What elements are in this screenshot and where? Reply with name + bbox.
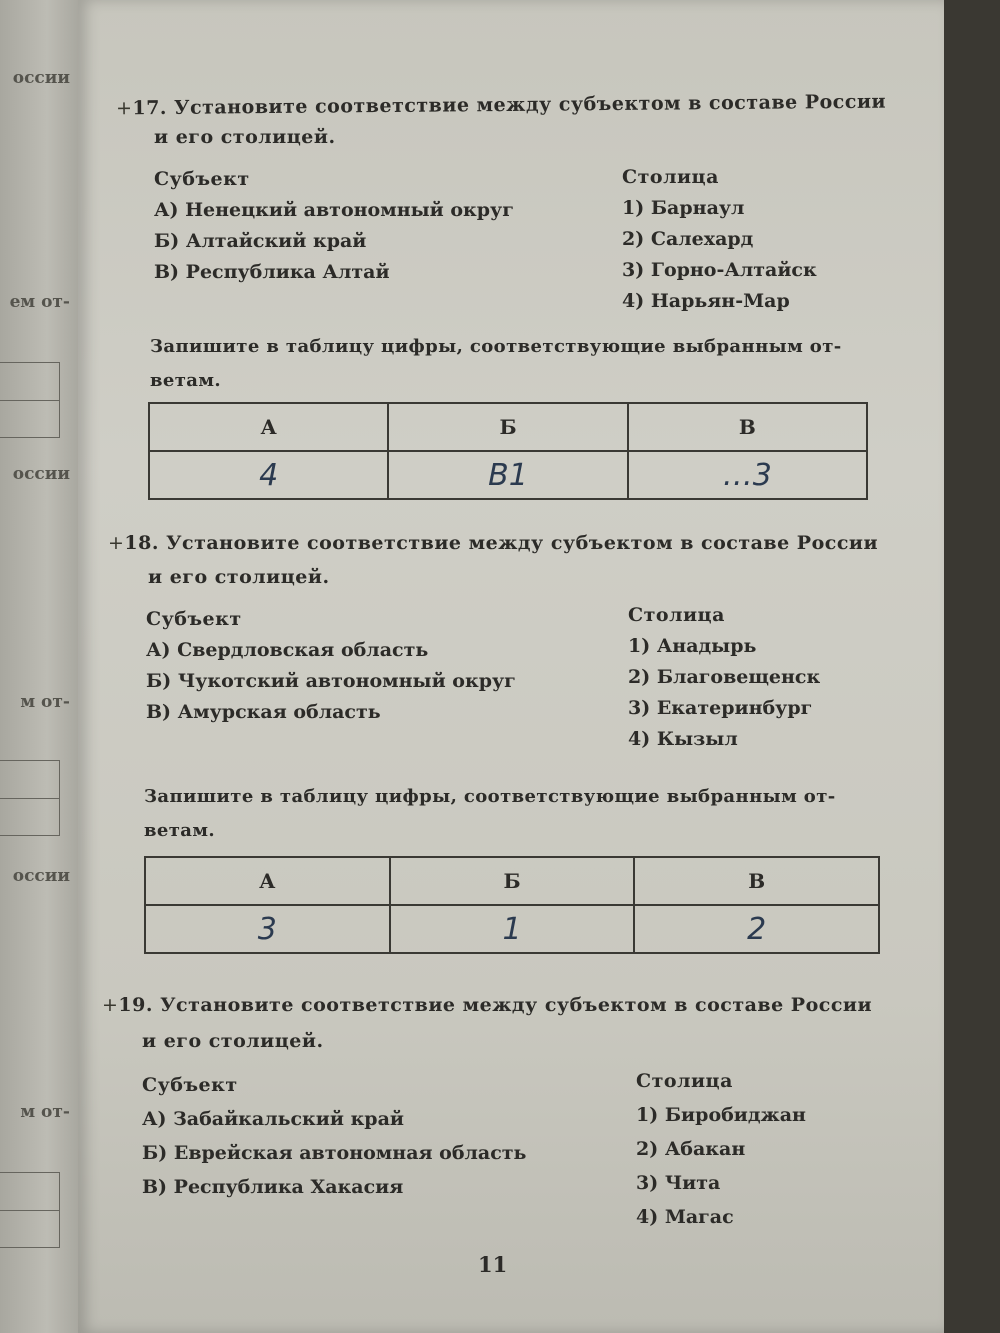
instruction-line2: ветам. [150,370,222,391]
capital-header: Столица [622,166,719,188]
subject-column [142,1068,526,1204]
capital-item: 3) Горно-Алтайск [622,259,817,281]
task-question-line2: и его столицей. [142,1030,324,1052]
capital-item: 4) Нарьян-Мар [622,290,790,312]
task-question-line1: Установите соответствие между субъектом в составе России [174,90,887,119]
table-header-a: А [149,403,388,451]
answer-table [144,856,880,954]
capital-item: 4) Магас [636,1206,734,1228]
subject-item: В) Республика Алтай [154,261,390,283]
prev-page-fragment: оссии [12,464,70,484]
answer-cell-a[interactable]: 4 [149,451,388,499]
table-header-v: В [634,857,879,905]
capital-item: 1) Анадырь [628,635,757,657]
prev-page-answer-box [0,1172,60,1248]
page-number: 11 [478,1252,508,1277]
answer-table [148,402,868,500]
instruction-line1: Запишите в таблицу цифры, соответствующие выбранным от- [144,786,836,807]
table-header-a: А [145,857,390,905]
workbook-page [78,0,944,1333]
table-header-v: В [628,403,867,451]
subject-header: Субъект [142,1074,238,1096]
task-question-line1: Установите соответствие между субъектом в составе России [160,994,873,1016]
subject-item: А) Забайкальский край [142,1108,404,1130]
subject-item: Б) Еврейская автономная область [142,1142,527,1164]
prev-page-answer-box [0,362,60,438]
capital-item: 3) Чита [636,1172,721,1194]
prev-page-fragment: м от- [20,692,70,712]
prev-page-fragment: м от- [20,1102,70,1122]
capital-item: 2) Абакан [636,1138,746,1160]
answer-cell-v[interactable]: 2 [634,905,879,953]
prev-page-answer-box [0,760,60,836]
check-mark: + [108,532,125,554]
subject-item: Б) Алтайский край [154,230,367,252]
capital-item: 2) Салехард [622,228,754,250]
subject-header: Субъект [146,608,242,630]
answer-cell-b[interactable]: 1 [390,905,635,953]
task-number: 17. [132,96,168,120]
task-number: 18. [124,532,159,554]
subject-item: Б) Чукотский автономный округ [146,670,516,692]
prev-page-fragment: оссии [12,866,70,886]
capital-item: 4) Кызыл [628,728,738,750]
capital-header: Столица [628,604,725,626]
subject-item: А) Свердловская область [146,639,429,661]
capital-header: Столица [636,1070,733,1092]
answer-cell-a[interactable]: 3 [145,905,390,953]
capital-column [622,162,817,317]
subject-header: Субъект [154,168,250,190]
capital-item: 2) Благовещенск [628,666,821,688]
task-question-line1: Установите соответствие между субъектом в составе России [166,532,879,554]
previous-page-edge [0,0,78,1333]
capital-item: 1) Биробиджан [636,1104,806,1126]
check-mark: + [102,994,119,1016]
subject-item: В) Республика Хакасия [142,1176,404,1198]
answer-cell-b[interactable]: В1 [388,451,627,499]
answer-cell-v[interactable]: …3 [628,451,867,499]
subject-item: В) Амурская область [146,701,381,723]
task-question-line2: и его столицей. [148,566,330,588]
instruction-line2: ветам. [144,820,216,841]
subject-item: А) Ненецкий автономный округ [154,199,514,221]
table-header-b: Б [390,857,635,905]
prev-page-fragment: оссии [12,68,70,88]
capital-column [628,600,820,755]
check-mark: + [115,97,133,120]
instruction-line1: Запишите в таблицу цифры, соответствующие выбранным от- [150,336,842,357]
task-question [102,988,872,1022]
task-number: 19. [118,994,153,1016]
task-question-line2: и его столицей. [154,126,336,148]
capital-item: 1) Барнаул [622,197,745,219]
subject-column [154,164,514,288]
capital-item: 3) Екатеринбург [628,697,813,719]
subject-column [146,604,516,728]
capital-column [636,1064,806,1234]
table-header-b: Б [388,403,627,451]
task-question [108,526,878,560]
prev-page-fragment: ем от- [9,292,70,312]
